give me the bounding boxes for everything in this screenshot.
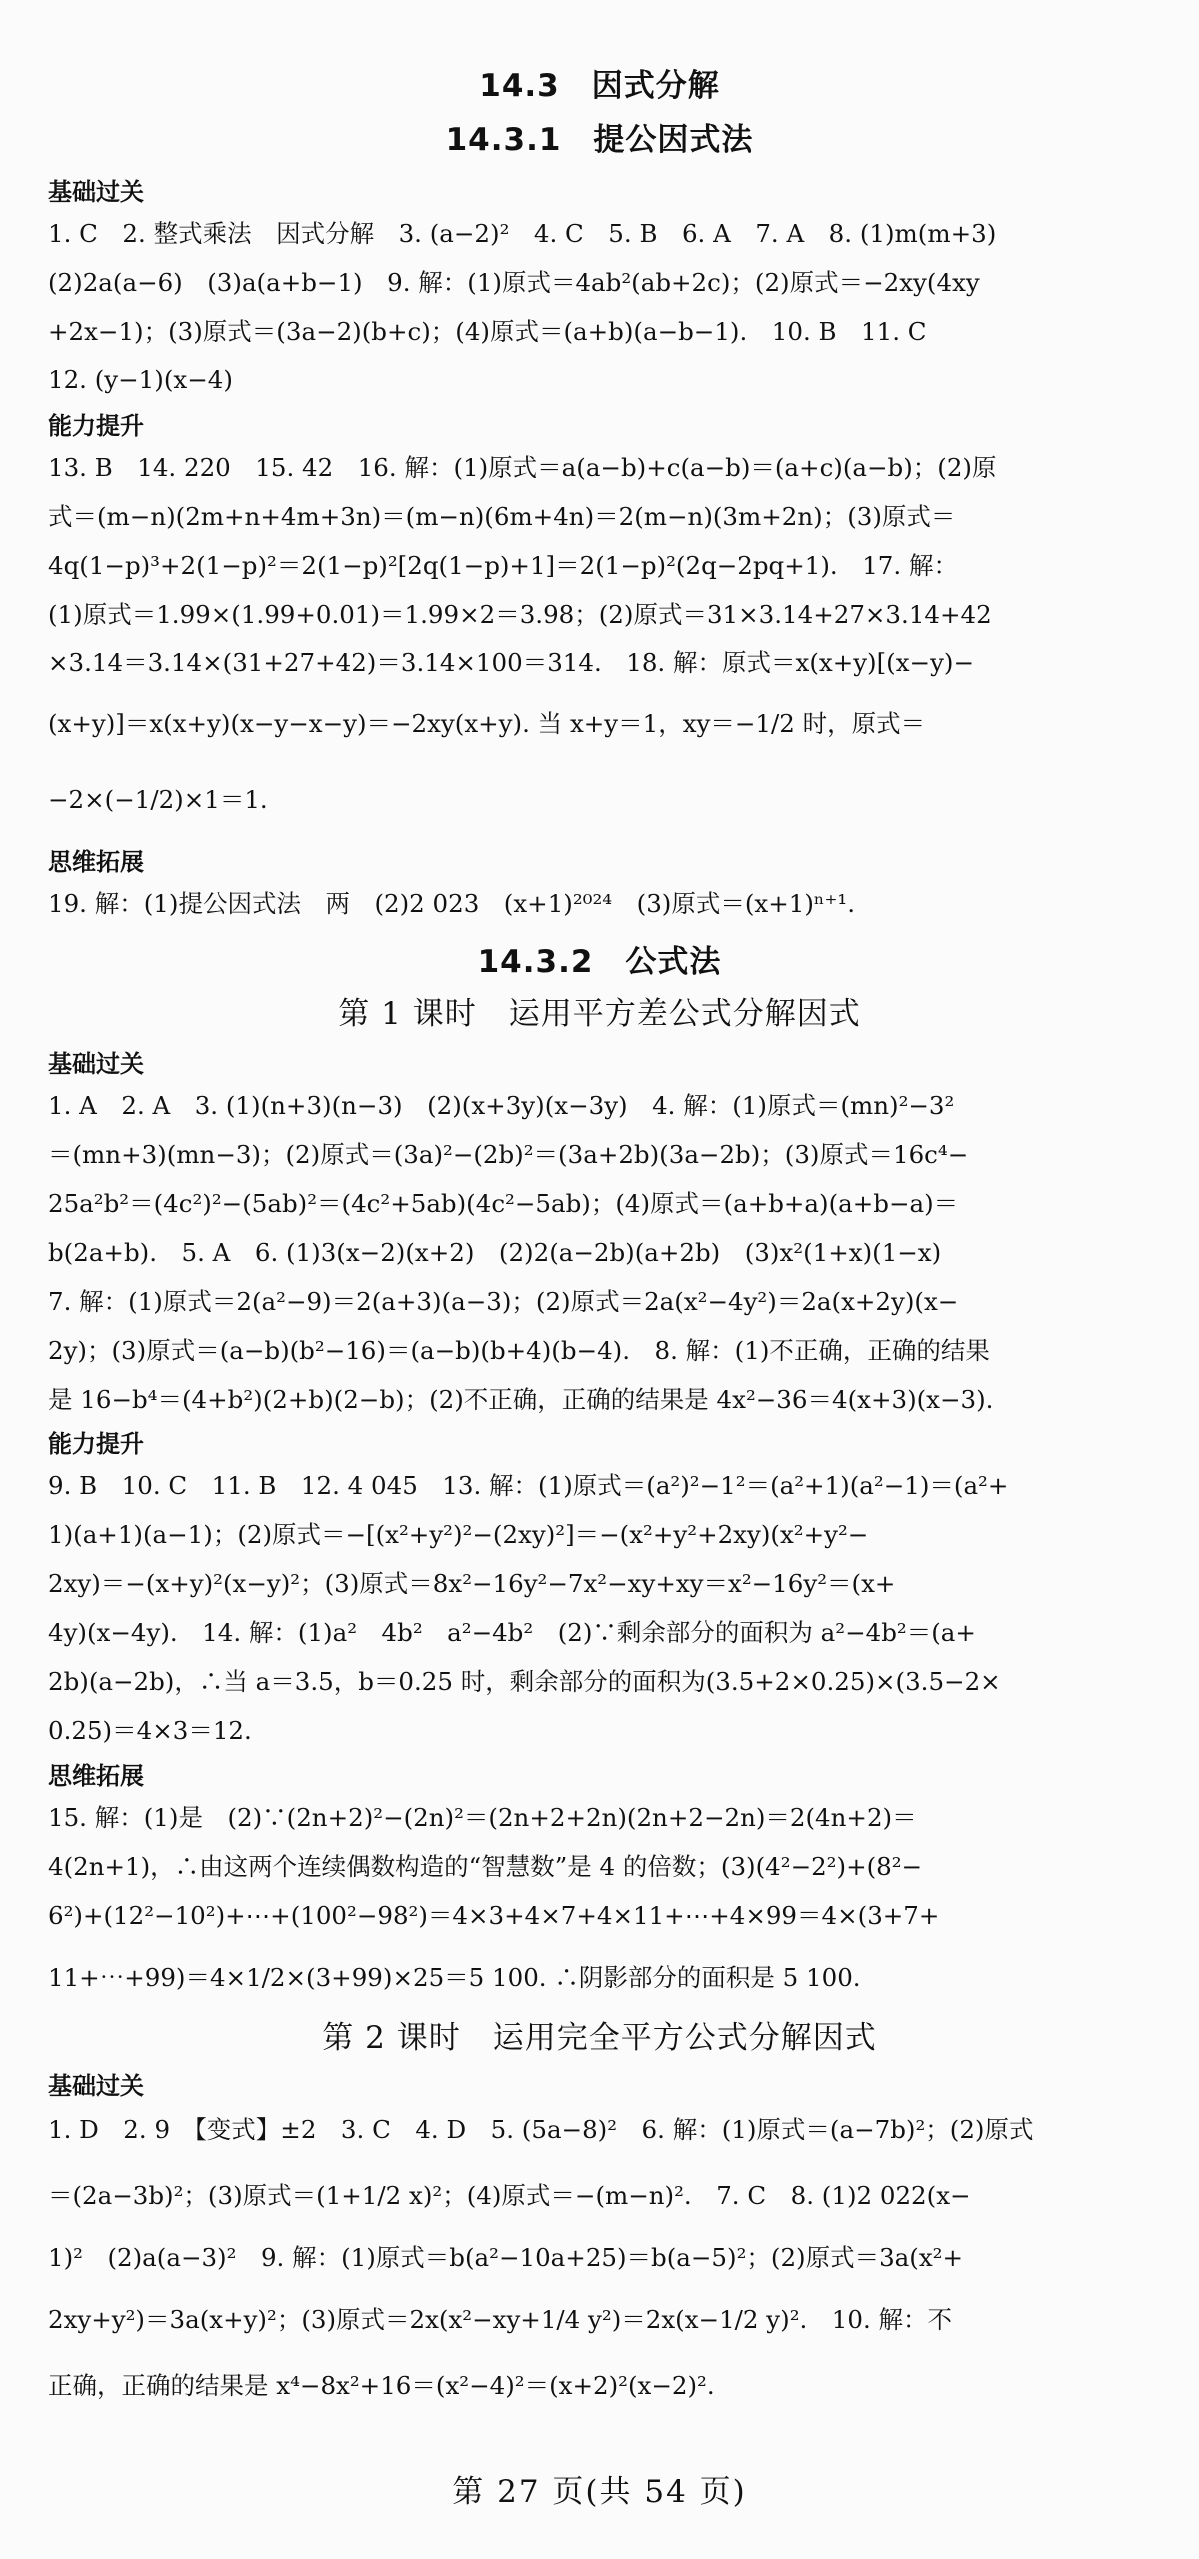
subsection-label: 思维拓展	[48, 1762, 144, 1790]
answer-line: 19. 解：(1)提公因式法 两 (2)2 023 (x+1)²⁰²⁴ (3)原式＝(x+1)ⁿ⁺¹.	[48, 889, 856, 918]
answer-line: 11+⋯+99)＝4×1/2×(3+99)×25＝5 100. ∴阴影部分的面积是 5 100.	[48, 1963, 861, 1992]
answer-line: 6²)+(12²−10²)+⋯+(100²−98²)＝4×3+4×7+4×11+⋯+4×99＝4×(3+7+	[48, 1901, 940, 1930]
answer-line: (2)2a(a−6) (3)a(a+b−1) 9. 解：(1)原式＝4ab²(ab+2c)；(2)原式＝−2xy(4xy	[48, 268, 980, 297]
answer-line: 4(2n+1)，∴由这两个连续偶数构造的“智慧数”是 4 的倍数；(3)(4²−2²)+(8²−	[48, 1852, 923, 1881]
subsection-label: 思维拓展	[48, 848, 144, 876]
page-footer: 第 27 页(共 54 页)	[452, 2474, 747, 2510]
answer-line: 15. 解：(1)是 (2)∵(2n+2)²−(2n)²＝(2n+2+2n)(2n+2−2n)＝2(4n+2)＝	[48, 1803, 917, 1832]
answer-line: 是 16−b⁴＝(4+b²)(2+b)(2−b)；(2)不正确，正确的结果是 4x²−36＝4(x+3)(x−3).	[48, 1385, 994, 1414]
subsection-label: 基础过关	[48, 1050, 144, 1078]
subsection-label: 基础过关	[48, 2072, 144, 2100]
answer-line: 7. 解：(1)原式＝2(a²−9)＝2(a+3)(a−3)；(2)原式＝2a(x²−4y²)＝2a(x+2y)(x−	[48, 1287, 959, 1316]
subsection-label: 基础过关	[48, 178, 144, 206]
answer-line: 4y)(x−4y). 14. 解：(1)a² 4b² a²−4b² (2)∵剩余部分的面积为 a²−4b²＝(a+	[48, 1618, 976, 1647]
answer-line: +2x−1)；(3)原式＝(3a−2)(b+c)；(4)原式＝(a+b)(a−b−1). 10. B 11. C	[48, 317, 927, 346]
answer-line: 1. D 2. 9 【变式】±2 3. C 4. D 5. (5a−8)² 6. 解：(1)原式＝(a−7b)²；(2)原式	[48, 2115, 1034, 2144]
answer-line: 9. B 10. C 11. B 12. 4 045 13. 解：(1)原式＝(a²)²−1²＝(a²+1)(a²−1)＝(a²+	[48, 1471, 1009, 1500]
lesson-heading: 第 2 课时 运用完全平方公式分解因式	[322, 2020, 877, 2056]
answer-line: (1)原式＝1.99×(1.99+0.01)＝1.99×2＝3.98；(2)原式＝31×3.14+27×3.14+42	[48, 600, 992, 629]
answer-line: 式＝(m−n)(2m+n+4m+3n)＝(m−n)(6m+4n)＝2(m−n)(3m+2n)；(3)原式＝	[48, 502, 956, 531]
answer-line: ＝(2a−3b)²；(3)原式＝(1+1/2 x)²；(4)原式＝−(m−n)². 7. C 8. (1)2 022(x−	[48, 2181, 971, 2210]
answer-line: 4q(1−p)³+2(1−p)²＝2(1−p)²[2q(1−p)+1]＝2(1−p)²(2q−2pq+1). 17. 解：	[48, 551, 958, 580]
answer-line: 1. A 2. A 3. (1)(n+3)(n−3) (2)(x+3y)(x−3y) 4. 解：(1)原式＝(mn)²−3²	[48, 1091, 955, 1120]
answer-line: 1. C 2. 整式乘法 因式分解 3. (a−2)² 4. C 5. B 6. A 7. A 8. (1)m(m+3)	[48, 219, 997, 248]
section-heading: 14.3.1 提公因式法	[445, 122, 754, 158]
answer-line: 正确，正确的结果是 x⁴−8x²+16＝(x²−4)²＝(x+2)²(x−2)².	[48, 2371, 715, 2400]
answer-line: 2b)(a−2b)，∴当 a＝3.5，b＝0.25 时，剩余部分的面积为(3.5+2×0.25)×(3.5−2×	[48, 1667, 1001, 1696]
answer-line: 1)² (2)a(a−3)² 9. 解：(1)原式＝b(a²−10a+25)＝b(a−5)²；(2)原式＝3a(x²+	[48, 2243, 964, 2272]
answer-line: ×3.14＝3.14×(31+27+42)＝3.14×100＝314. 18. 解：原式＝x(x+y)[(x−y)−	[48, 648, 975, 677]
answer-line: 2xy+y²)＝3a(x+y)²；(3)原式＝2x(x²−xy+1/4 y²)＝2x(x−1/2 y)². 10. 解：不	[48, 2305, 953, 2334]
section-heading: 14.3.2 公式法	[477, 944, 722, 980]
answer-line: 0.25)＝4×3＝12.	[48, 1716, 252, 1745]
lesson-heading: 第 1 课时 运用平方差公式分解因式	[338, 996, 861, 1032]
answer-line: ＝(mn+3)(mn−3)；(2)原式＝(3a)²−(2b)²＝(3a+2b)(3a−2b)；(3)原式＝16c⁴−	[48, 1140, 969, 1169]
answer-line: −2×(−1/2)×1＝1.	[48, 785, 268, 814]
answer-line: 2xy)＝−(x+y)²(x−y)²；(3)原式＝8x²−16y²−7x²−xy+xy＝x²−16y²＝(x+	[48, 1569, 896, 1598]
answer-line: 2y)；(3)原式＝(a−b)(b²−16)＝(a−b)(b+4)(b−4). 8. 解：(1)不正确，正确的结果	[48, 1336, 990, 1365]
answer-line: 13. B 14. 220 15. 42 16. 解：(1)原式＝a(a−b)+c(a−b)＝(a+c)(a−b)；(2)原	[48, 453, 997, 482]
answer-line: 25a²b²＝(4c²)²−(5ab)²＝(4c²+5ab)(4c²−5ab)；(4)原式＝(a+b+a)(a+b−a)＝	[48, 1189, 959, 1218]
subsection-label: 能力提升	[48, 1430, 144, 1458]
answer-line: b(2a+b). 5. A 6. (1)3(x−2)(x+2) (2)2(a−2b)(a+2b) (3)x²(1+x)(1−x)	[48, 1238, 942, 1267]
section-heading: 14.3 因式分解	[479, 68, 720, 104]
answer-line: 1)(a+1)(a−1)；(2)原式＝−[(x²+y²)²−(2xy)²]＝−(x²+y²+2xy)(x²+y²−	[48, 1520, 869, 1549]
answer-line: (x+y)]＝x(x+y)(x−y−x−y)＝−2xy(x+y). 当 x+y＝1，xy＝−1/2 时，原式＝	[48, 709, 926, 738]
answer-line: 12. (y−1)(x−4)	[48, 365, 233, 394]
subsection-label: 能力提升	[48, 412, 144, 440]
